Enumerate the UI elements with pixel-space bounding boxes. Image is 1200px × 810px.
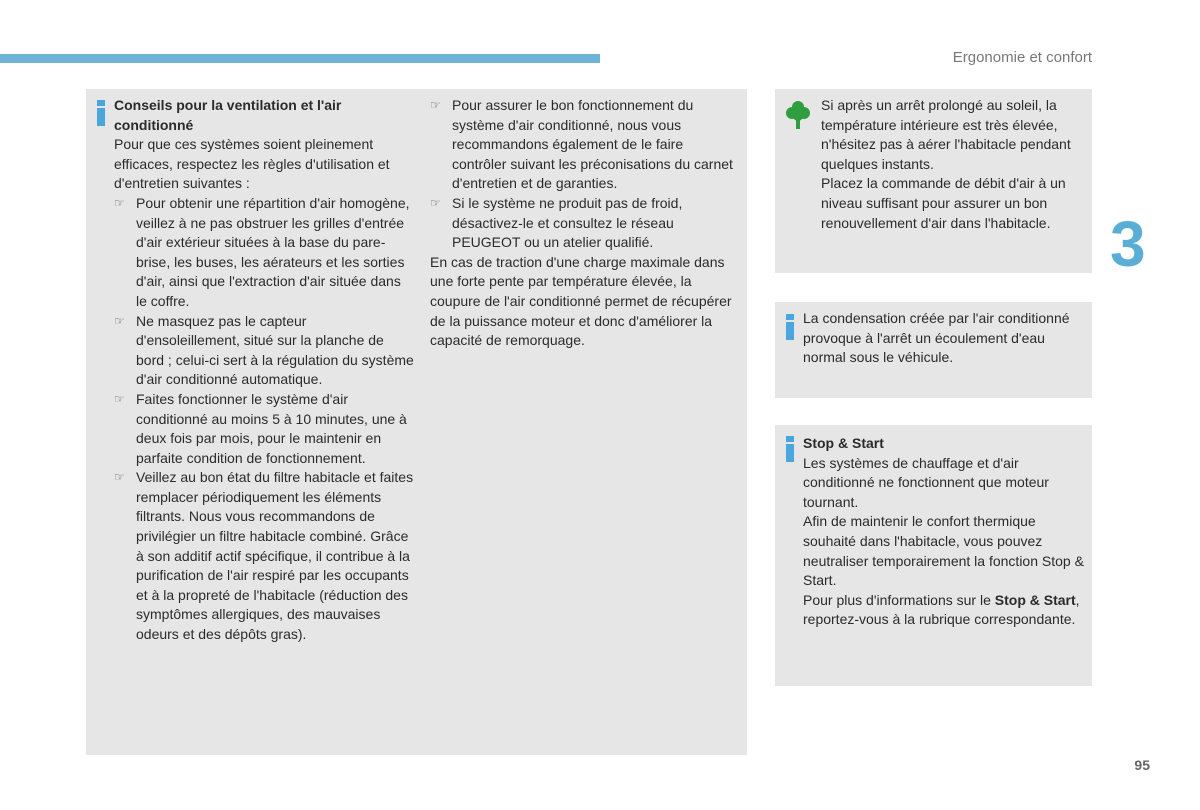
- ventilation-tips-intro: Pour que ces systèmes soient pleinement efficaces, respectez les règles d'utilisation et d'entretien suivantes :: [114, 136, 390, 192]
- stop-start-title: Stop & Start: [803, 435, 884, 451]
- tips-list-right: [430, 96, 736, 253]
- pointing-hand-icon: ☞: [114, 391, 125, 406]
- pointing-hand-icon: ☞: [430, 98, 441, 112]
- info-icon: [786, 314, 794, 340]
- tips-list-left: [114, 194, 414, 645]
- pointing-hand-icon: ☞: [114, 195, 125, 210]
- condensation-info-box: [775, 302, 1092, 398]
- stop-start-paragraph-2: Afin de maintenir le confort thermique souhaité dans l'habitacle, vous pouvez neutraliser temporairement la fonction Stop & Start.: [803, 513, 1084, 589]
- list-item: ☞ Si le système ne produit pas de froid, désactivez-le et consultez le réseau PEUGEOT ou un atelier qualifié.: [430, 194, 683, 251]
- stop-start-text: [803, 434, 1089, 630]
- pointing-hand-icon: ☞: [114, 470, 125, 485]
- chapter-number: 3: [1110, 208, 1146, 280]
- stop-start-info-box: [775, 425, 1092, 686]
- info-icon: [786, 436, 794, 462]
- eco-paragraph-1: Si après un arrêt prolongé au soleil, la température intérieure est très élevée, n'hésitez pas à aérer l'habitacle pendant quelques instants.: [821, 97, 1071, 172]
- list-item: ☞ Faites fonctionner le système d'air conditionné au moins 5 à 10 minutes, une à deux fois par mois, pour le maintenir en parfaite condition de fonctionnement.: [114, 390, 407, 466]
- list-item: ☞ Ne masquez pas le capteur d'ensoleillement, situé sur la planche de bord ; celui-ci sert à la régulation du système d'air conditionné automatique.: [114, 312, 414, 388]
- list-item: ☞ Pour obtenir une répartition d'air homogène, veillez à ne pas obstruer les grilles d'entrée d'air extérieur situées à la base du pare-brise, les buses, les aérateurs et les sorties d'air, ainsi que l'extraction d'air située dans le coffre.: [114, 194, 410, 309]
- pointing-hand-icon: ☞: [114, 313, 125, 328]
- eco-text: [821, 96, 1083, 233]
- condensation-text: [803, 309, 1089, 368]
- section-title: Ergonomie et confort: [952, 49, 1092, 66]
- list-item: ☞ Pour assurer le bon fonctionnement du système d'air conditionné, nous vous recommandons également de le faire contrôler suivant les préconisations du carnet d'entretien et de garanties.: [430, 97, 733, 192]
- eco-tip-box: [775, 89, 1092, 273]
- tree-icon: [785, 99, 811, 131]
- towing-paragraph: En cas de traction d'une charge maximale dans une forte pente par température élevée, la coupure de l'air conditionné permet de récupérer de la puissance moteur et donc d'améliorer la capacité de remorquage.: [430, 253, 732, 349]
- header-accent-bar: [0, 54, 600, 63]
- main-left-column: [114, 96, 414, 645]
- stop-start-paragraph-1: Les systèmes de chauffage et d'air conditionné ne fonctionnent que moteur tournant.: [803, 454, 1049, 510]
- main-right-column: [430, 96, 736, 351]
- condensation-paragraph: La condensation créée par l'air conditionné provoque à l'arrêt un écoulement d'eau normal sous le véhicule.: [803, 310, 1070, 366]
- pointing-hand-icon: ☞: [430, 195, 441, 210]
- page-number: 95: [1134, 757, 1150, 773]
- info-icon: [97, 100, 105, 126]
- list-item: ☞ Veillez au bon état du filtre habitacle et faites remplacer périodiquement les éléments filtrants. Nous vous recommandons de privilégier un filtre habitacle combiné. Grâce à son additif actif spécifique, il contribue à la purification de l'air respiré par les occupants et à la propreté de l'habitacle (réduction des symptômes allergiques, des mauvaises odeurs et des dépôts gras).: [114, 469, 414, 643]
- ventilation-tips-box: [86, 89, 747, 755]
- stop-start-paragraph-3: Pour plus d'informations sur le Stop & Start, reportez-vous à la rubrique correspondante.: [803, 591, 1080, 628]
- eco-paragraph-2: Placez la commande de débit d'air à un niveau suffisant pour assurer un bon renouvellement d'air dans l'habitacle.: [821, 175, 1066, 231]
- ventilation-tips-title: Conseils pour la ventilation et l'air conditionné: [114, 97, 342, 133]
